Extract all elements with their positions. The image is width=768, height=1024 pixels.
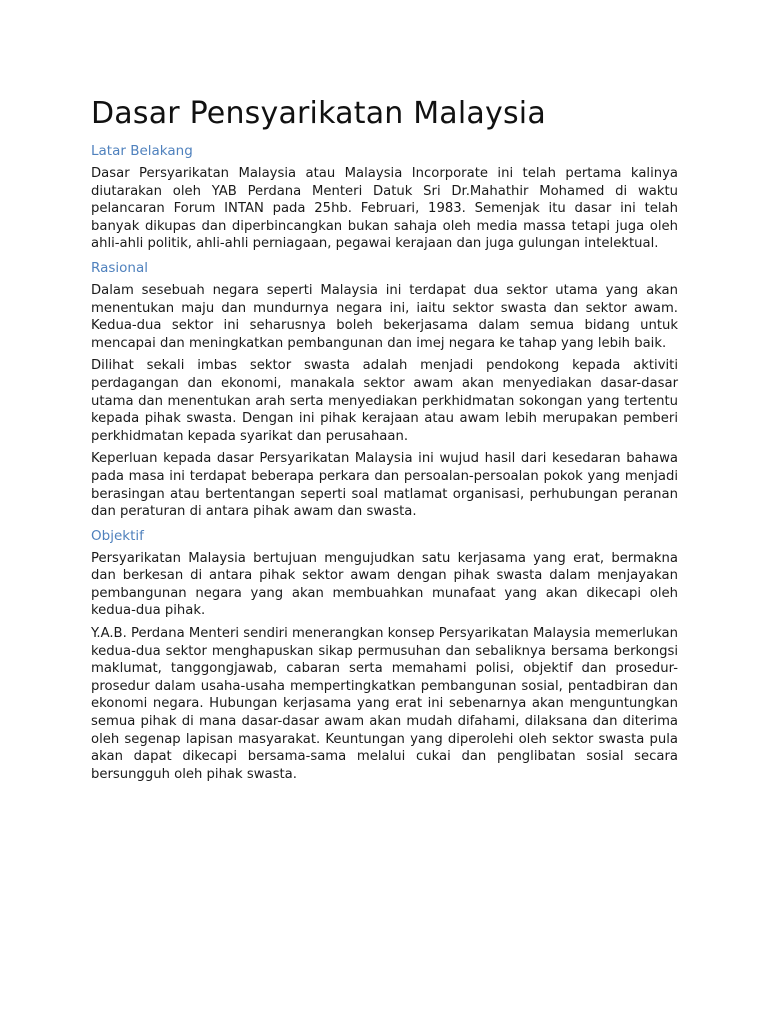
section-objektif (91, 527, 678, 784)
paragraph: Dilihat sekali imbas sektor swasta adalah menjadi pendokong kepada aktiviti perdagangan dan ekonomi, manakala sektor awam akan menyediakan dasar-dasar utama dan menentukan arah serta menyediakan perkhidmatan sokongan yang tertentu kepada pihak swasta. Dengan ini pihak kerajaan atau awam lebih merupakan pemberi perkhidmatan kepada syarikat dan perusahaan. (91, 358, 678, 444)
section-heading-rasional: Rasional (91, 259, 148, 276)
paragraph: Y.A.B. Perdana Menteri sendiri menerangkan konsep Persyarikatan Malaysia memerlukan kedua-dua sektor menghapuskan sikap permusuhan dan sebaliknya bersama berkongsi maklumat, tanggongjawab, cabaran serta memahami polisi, objektif dan prosedur-prosedur dalam usaha-usaha mempertingkatkan pembangunan sosial, pentadbiran dan ekonomi negara. Hubungan kerjasama yang erat ini sebenarnya akan menguntungkan semua pihak di mana dasar-dasar awam akan mudah difahami, dilaksana dan diterima oleh segenap lapisan masyarakat. Keuntungan yang diperolehi oleh sektor swasta pula akan dapat dikecapi bersama-sama melalui cukai dan penglibatan sosial secara bersungguh oleh pihak swasta. (91, 626, 678, 782)
paragraph: Dalam sesebuah negara seperti Malaysia ini terdapat dua sektor utama yang akan menentukan maju dan mundurnya negara ini, iaitu sektor swasta dan sektor awam. Kedua-dua sektor ini seharusnya boleh bekerjasama dalam semua bidang untuk mencapai dan meningkatkan pembangunan dan imej negara ke tahap yang lebih baik. (91, 282, 678, 351)
section-heading-latar-belakang: Latar Belakang (91, 143, 193, 159)
paragraph: Persyarikatan Malaysia bertujuan mengujudkan satu kerjasama yang erat, bermakna dan berkesan di antara pihak sektor awam dengan pihak swasta dalam menjayakan pembangunan negara yang akan membuahkan munafaat yang akan dikecapi oleh kedua-dua pihak. (91, 550, 678, 619)
document-title: Dasar Pensyarikatan Malaysia (91, 96, 546, 131)
paragraph: Dasar Persyarikatan Malaysia atau Malaysia Incorporate ini telah pertama kalinya diutarakan oleh YAB Perdana Menteri Datuk Sri Dr.Mahathir Mohamed di waktu pelancaran Forum INTAN pada 25hb. Februari, 1983. Semenjak itu dasar ini telah banyak dikupas dan diperbincangkan bukan sahaja oleh media massa tetapi juga oleh ahli-ahli politik, ahli-ahli perniagaan, pegawai kerajaan dan juga gulungan intelektual. (91, 166, 678, 252)
paragraph: Keperluan kepada dasar Persyarikatan Malaysia ini wujud hasil dari kesedaran bahawa pada masa ini terdapat beberapa perkara dan persoalan-persoalan pokok yang menjadi berasingan atau bertentangan seperti soal matlamat organisasi, perhubungan peranan dan peraturan di antara pihak awam dan swasta. (91, 451, 678, 520)
document-page (91, 94, 678, 788)
section-heading-objektif: Objektif (91, 527, 144, 544)
section-latar-belakang (91, 142, 678, 253)
section-rasional (91, 259, 678, 521)
